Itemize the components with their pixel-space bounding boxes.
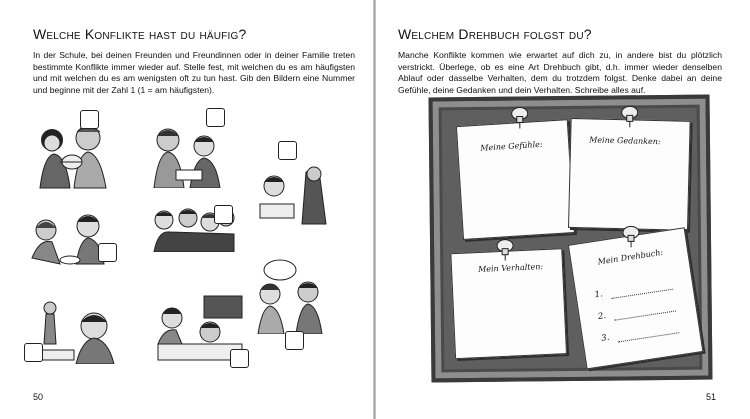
number-box-6[interactable] [24, 343, 43, 362]
pushpin-icon [621, 105, 639, 127]
script-line-1-number: 1. [593, 289, 604, 301]
illustration-two-kids-talking [246, 258, 338, 334]
script-line-2[interactable] [615, 310, 676, 320]
note-script[interactable] [568, 227, 704, 369]
pushpin-icon [496, 239, 514, 261]
note-behaviour-label: Mein Verhalten: [477, 262, 544, 274]
note-feelings-label: Meine Gefühle: [480, 139, 543, 153]
number-box-7[interactable] [230, 349, 249, 368]
note-script-label: Mein Drehbuch: [597, 247, 664, 267]
cork-board [429, 95, 713, 383]
pushpin-icon [622, 225, 640, 247]
script-line-3[interactable] [618, 332, 679, 342]
right-page-number: 51 [706, 392, 717, 402]
note-thoughts-label: Meine Gedanken: [589, 135, 661, 147]
illustration-kids-drawing [148, 124, 228, 188]
note-feelings[interactable] [456, 119, 575, 240]
right-intro-text: Manche Konflikte kommen wie erwartet auf dich zu, in andere bist du plötzlich verstrickt. Überlege, ob es eine Art Drehbuch gibt, d.h. immer wieder denselben Ablauf oder dasselbe Verhalten, dem du trotzdem folgst. Denke dabei an deine Gefühle, deine Gedanken und dein Verhalten. Schreibe alles auf. [398, 50, 722, 95]
note-behaviour[interactable] [450, 248, 567, 359]
left-page-number: 50 [33, 392, 44, 402]
left-page-title: Welche Konflikte hast du häufig? [33, 26, 247, 42]
number-box-1[interactable] [80, 110, 99, 129]
number-box-3[interactable] [278, 141, 297, 160]
left-intro-text: In der Schule, bei deinen Freunden und Freundinnen oder in deiner Familie treten bestimmte Konflikte immer wieder auf. Stelle fest, mit welchen du es am häufigsten und mit welchen du es am wenigsten oft zu tun hast. Gib den Bildern eine Nummer und beginne mit der Zahl 1 (1 = am häufigsten). [33, 50, 355, 95]
script-line-2-number: 2. [597, 310, 607, 323]
number-box-5[interactable] [214, 205, 233, 224]
right-page-title: Welchem Drehbuch folgst du? [398, 26, 592, 42]
illustration-kids-quarrel [30, 122, 120, 190]
script-line-1[interactable] [611, 289, 672, 299]
illustration-kids-eating [26, 208, 122, 272]
illustration-homework [252, 164, 332, 226]
right-page [376, 0, 750, 419]
left-page [0, 0, 373, 419]
number-box-8[interactable] [285, 331, 304, 350]
script-line-3-number: 3. [600, 332, 611, 344]
number-box-2[interactable] [206, 108, 225, 127]
note-thoughts[interactable] [568, 118, 691, 231]
pushpin-icon [511, 106, 529, 128]
number-box-4[interactable] [98, 243, 117, 262]
